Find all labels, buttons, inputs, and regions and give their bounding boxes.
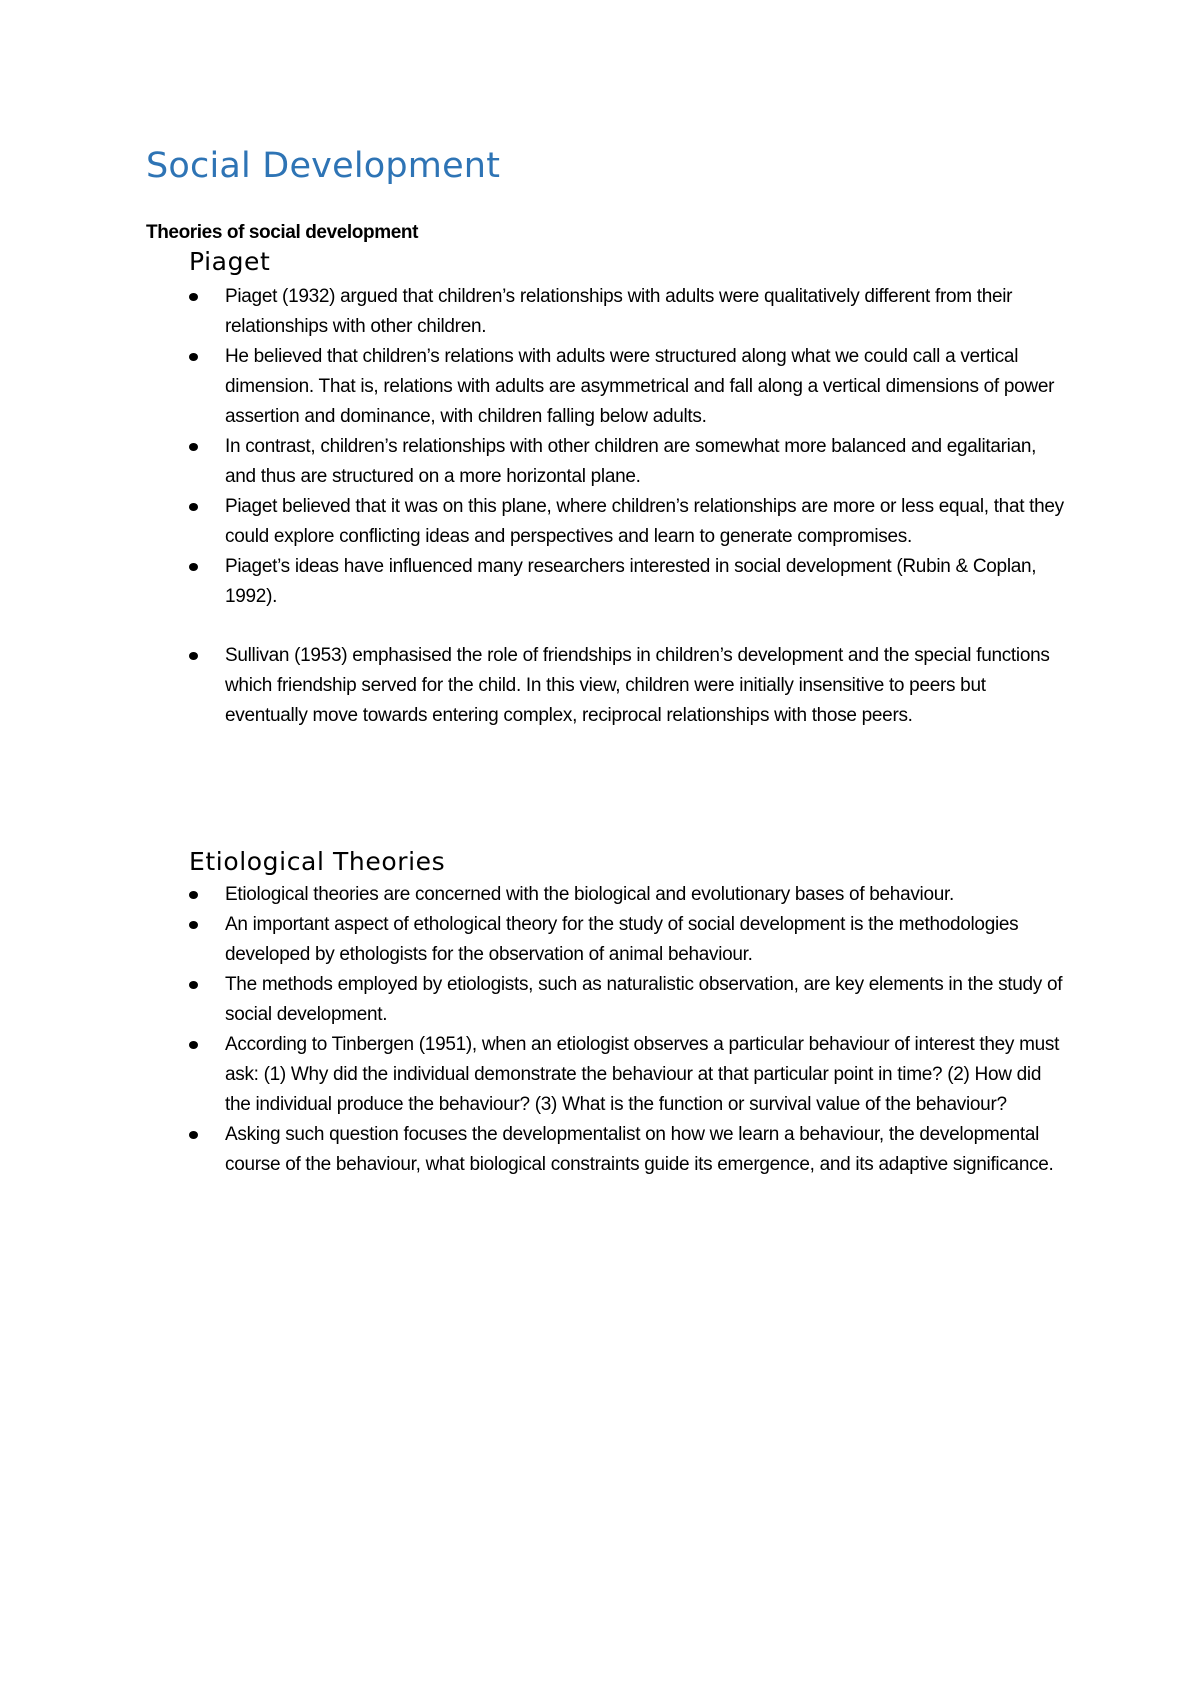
page-title: Social Development: [146, 146, 501, 186]
bullet-icon: [189, 353, 198, 361]
list-item: [189, 970, 1069, 1030]
bullet-icon: [189, 921, 198, 929]
list-item-text: Etiological theories are concerned with the biological and evolutionary bases of behaviour.: [225, 884, 954, 905]
list-item: [189, 342, 1069, 432]
bullet-icon: [189, 503, 198, 511]
section-heading-etiological-theories: Etiological Theories: [189, 847, 446, 876]
list-item: [189, 552, 1069, 612]
list-item-text: Piaget believed that it was on this plane, where children’s relationships are more or less equal, that they could explore conflicting ideas and perspectives and learn to generate compromises.: [225, 496, 1064, 547]
list-item: [189, 282, 1069, 342]
list-item-text: According to Tinbergen (1951), when an etiologist observes a particular behaviour of interest they must ask: (1) Why did the individual demonstrate the behaviour at that particular point in time? (2) How did the individual produce the behaviour? (3) What is the function or survival value of the behaviour?: [225, 1034, 1060, 1115]
list-item-text: Asking such question focuses the developmentalist on how we learn a behaviour, the developmental course of the behaviour, what biological constraints guide its emergence, and its adaptive significance.: [225, 1124, 1054, 1175]
section-heading-piaget: Piaget: [189, 247, 271, 276]
bullet-icon: [189, 293, 198, 301]
piaget-bullet-list: [189, 282, 1069, 731]
list-item: [189, 492, 1069, 552]
list-item: [189, 641, 1069, 731]
bullet-icon: [189, 891, 198, 899]
list-item: [189, 910, 1069, 970]
etiological-bullet-list: [189, 880, 1069, 1180]
bullet-icon: [189, 981, 198, 989]
bullet-icon: [189, 443, 198, 451]
document-subtitle: Theories of social development: [146, 222, 419, 243]
list-item-text: He believed that children’s relations with adults were structured along what we could call a vertical dimension. That is, relations with adults are asymmetrical and fall along a vertical dimensions of power assertion and dominance, with children falling below adults.: [225, 346, 1055, 427]
list-item-text: Sullivan (1953) emphasised the role of friendships in children’s development and the special functions which friendship served for the child. In this view, children were initially insensitive to peers but eventually move towards entering complex, reciprocal relationships with those peers.: [225, 645, 1050, 726]
list-item-text: Piaget (1932) argued that children’s relationships with adults were qualitatively different from their relationships with other children.: [225, 286, 1013, 337]
list-item-text: The methods employed by etiologists, such as naturalistic observation, are key elements in the study of social development.: [225, 974, 1063, 1025]
bullet-icon: [189, 652, 198, 660]
list-item: [189, 432, 1069, 492]
list-item: [189, 1030, 1069, 1120]
list-item: [189, 1120, 1069, 1180]
bullet-icon: [189, 563, 198, 571]
bullet-icon: [189, 1041, 198, 1049]
list-item-text: An important aspect of ethological theory for the study of social development is the methodologies developed by ethologists for the observation of animal behaviour.: [225, 914, 1019, 965]
bullet-icon: [189, 1131, 198, 1139]
list-item: [189, 880, 1069, 910]
list-item-text: Piaget’s ideas have influenced many researchers interested in social development (Rubin & Coplan, 1992).: [225, 556, 1037, 607]
list-item-text: In contrast, children’s relationships with other children are somewhat more balanced and egalitarian, and thus are structured on a more horizontal plane.: [225, 436, 1037, 487]
